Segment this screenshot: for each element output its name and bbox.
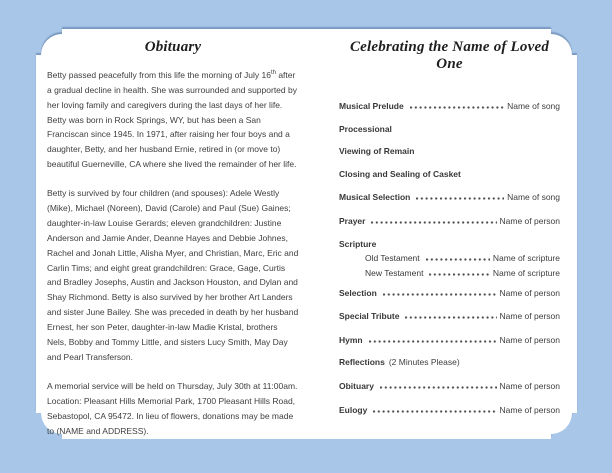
dot-leader (426, 251, 490, 261)
dot-leader (405, 309, 496, 319)
order-of-service-list (339, 99, 560, 417)
dot-leader (429, 266, 489, 276)
program-item-musical-selection (339, 190, 560, 204)
program-item-selection (339, 286, 560, 300)
program-item-closing-and-sealing (339, 168, 560, 181)
program-item-hymn (339, 333, 560, 347)
program-item-label: Viewing of Remain (339, 146, 415, 157)
obituary-paragraph-1-continued: after a gradual decline in health. She was surrounded and supported by her loving family and caregivers during the last days of her life. Betty was born in Rock Springs, WY, but has been a San Franciscan since 1945. In 1971, after raising her four boys and a daughter, Betty, and her husband Ernie, retired in (or move to) beautiful Guerneville, CA where she lived the remainder of her life. (47, 70, 297, 170)
date-ordinal-superscript: th (270, 70, 276, 77)
program-item-label: Selection (339, 287, 377, 298)
program-subitem-label: New Testament (365, 267, 424, 278)
obituary-paragraph-1 (47, 68, 299, 172)
program-subitem-old-testament (365, 251, 560, 265)
dot-leader (369, 333, 497, 343)
program-item-label: Musical Prelude (339, 101, 404, 111)
program-subitem-new-testament (365, 266, 560, 280)
dot-leader (410, 99, 504, 109)
obituary-paragraph-2: Betty is survived by four children (and spouses): Adele Westly (Mike), Michael (Noreen), David (Carole) and Paul (Sue) Gaines; daughter-in-law Louise Gerards; eleven grandchildren: Justine Anderson and Jamie Ander, Deanne Hayes and Debbie Johnes, Rachel and Jonah Little, Alisha Myer, and Christian, Marc, Eric and Carlin Tims; and eight great grandchildren: Grace, Gage, Curtis and Bradley Josephs, Austin and Jackson Houston, and Dylan and Shay Richmond. Betty is also survived by her brother Art Landers and sister June Bailey. She was preceded in death by her husband Ernest, her son Peter, daughter-in-law Madie Kristal, brothers Nels, Bobby and Tommy Little, and sisters Lucy Smith, May Day and Pearl Transferson. (47, 188, 299, 362)
program-item-label: Closing and Sealing of Casket (339, 168, 461, 179)
program-item-musical-prelude (339, 99, 560, 113)
program-item-label: Scripture (339, 238, 377, 249)
program-subitem-value: Name of scripture (492, 253, 560, 264)
program-item-label: Obituary (339, 380, 374, 391)
obituary-body (47, 68, 299, 438)
obituary-column (47, 29, 299, 453)
program-item-label: Prayer (339, 215, 366, 226)
program-item-value: Name of person (499, 380, 560, 391)
program-column (339, 29, 560, 426)
program-item-label: Hymn (339, 334, 363, 345)
dot-leader (373, 403, 496, 413)
program-title: Celebrating the Name of Loved One (349, 39, 550, 72)
dot-leader (371, 214, 496, 224)
program-item-obituary (339, 379, 560, 393)
program-item-label: Eulogy (339, 404, 368, 415)
program-item-scripture-group (339, 238, 560, 280)
program-item-reflections (339, 356, 560, 369)
program-item-note: (2 Minutes Please) (388, 357, 460, 368)
program-subitem-label: Old Testament (365, 253, 420, 264)
program-item-processional (339, 123, 560, 136)
dot-leader (380, 379, 497, 389)
program-item-value: Name of person (499, 287, 560, 298)
dot-leader (383, 286, 497, 296)
program-item-label: Reflections (339, 357, 385, 368)
obituary-title: Obituary (144, 39, 202, 55)
program-item-label: Processional (339, 123, 392, 134)
program-item-value: Name of person (499, 404, 560, 415)
program-item-viewing-of-remain (339, 145, 560, 158)
program-item-value: Name of song (507, 192, 560, 203)
program-item-value: Name of song (507, 101, 560, 111)
obituary-paragraph-3: A memorial service will be held on Thursday, July 30th at 11:00am. Location: Pleasant Hills Memorial Park, 1700 Pleasant Hills Road, Sebastopol, CA 95472. In lieu of flowers, donations may be made to (NAME and ADDRESS). (47, 381, 298, 436)
program-page (36, 29, 577, 439)
program-item-value: Name of person (499, 215, 560, 226)
program-subitem-value: Name of scripture (492, 267, 560, 278)
program-item-label: Musical Selection (339, 192, 411, 203)
program-item-eulogy (339, 403, 560, 417)
program-item-value: Name of person (499, 334, 560, 345)
dot-leader (416, 190, 504, 200)
program-item-special-tribute (339, 309, 560, 323)
program-item-label: Special Tribute (339, 311, 400, 322)
program-item-scripture (339, 238, 560, 251)
program-item-value: Name of person (499, 311, 560, 322)
obituary-paragraph-1-text: Betty passed peacefully from this life the morning of July 16 (47, 70, 271, 80)
program-item-prayer (339, 214, 560, 228)
